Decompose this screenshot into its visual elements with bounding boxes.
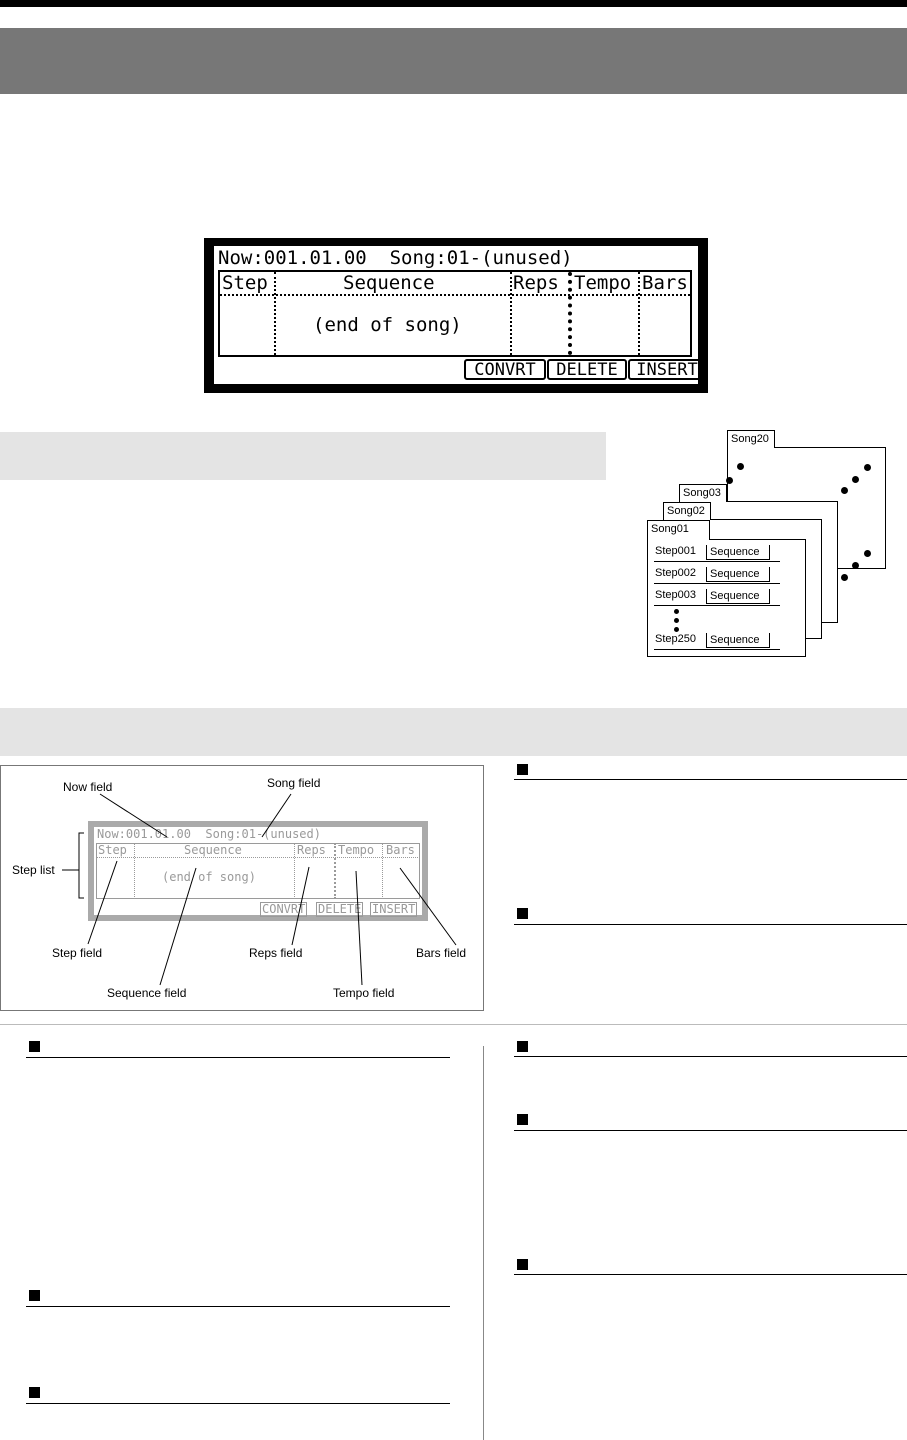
callout-lines [0,765,484,1011]
section-marker [517,1114,528,1125]
sequence-field-label: Sequence field [107,986,187,1000]
section-marker [517,908,528,919]
section-rule [26,1403,450,1404]
figure-col-step: Step [98,843,127,857]
ellipsis-dot [841,574,848,581]
step-label: Step003 [655,589,696,601]
col-divider [510,272,512,355]
now-line: Now:001.01.00 Song:01-(unused) [218,247,573,269]
ellipsis-dot [852,562,859,569]
song03-tab: Song03 [679,484,727,502]
chapter-title-band [0,28,907,94]
ellipsis-dot [674,627,679,632]
figure-col-tempo: Tempo [338,843,375,857]
tempo-field-label: Tempo field [333,986,395,1000]
song20-tab: Song20 [727,430,775,448]
figure-col-sequence: Sequence [184,843,242,857]
section-rule [514,924,907,925]
figure-col-reps: Reps [297,843,326,857]
step-label: Step250 [655,633,696,645]
section-rule [514,779,907,780]
step-sequence: Sequence [706,633,770,648]
ellipsis-dot [674,609,679,614]
top-rule [0,0,907,7]
header-divider [220,294,690,296]
lcd-screen [214,246,698,384]
figure-now-line: Now:001.01.00 Song:01-(unused) [97,827,321,841]
section-marker [29,1041,40,1052]
step-field-label: Step field [52,946,103,960]
section-marker [517,764,528,775]
section-marker [517,1041,528,1052]
song-field-label: Song field [267,776,321,790]
convrt-softkey[interactable]: CONVRT [464,359,546,380]
ellipsis-dot [674,618,679,623]
figure-convrt-softkey: CONVRT [262,902,306,916]
delete-softkey[interactable]: DELETE [547,359,627,380]
step-sequence: Sequence [706,589,770,604]
ellipsis-dot [852,476,859,483]
insert-softkey[interactable]: INSERT [628,359,706,380]
ellipsis-dot [864,464,871,471]
ellipsis-dot [841,487,848,494]
figure-col-bars: Bars [386,843,415,857]
col-tempo: Tempo [574,272,632,294]
ellipsis-dot [726,477,733,484]
section-heading-band [0,708,907,756]
step-sequence: Sequence [706,545,770,560]
figure-end-of-song: (end of song) [162,870,256,884]
step-list-label: Step list [12,863,55,877]
song02-tab: Song02 [663,502,711,520]
section-marker [29,1290,40,1301]
section-rule [514,1056,907,1057]
section-rule [26,1306,450,1307]
step-label: Step002 [655,567,696,579]
col-divider [568,272,572,355]
song-mode-lcd [204,238,708,393]
col-sequence: Sequence [343,272,435,294]
figure-insert-softkey: INSERT [372,902,416,916]
section-heading-band [0,432,606,480]
step-sequence: Sequence [706,567,770,582]
col-bars: Bars [642,272,688,294]
section-marker [29,1387,40,1398]
figure-delete-softkey: DELETE [318,902,362,916]
col-reps: Reps [513,272,559,294]
ellipsis-dot [864,550,871,557]
section-rule [26,1057,450,1058]
now-field-label: Now field [63,780,113,794]
column-divider [483,1046,484,1440]
step-label: Step001 [655,545,696,557]
section-rule [514,1130,907,1131]
ellipsis-dot [737,463,744,470]
reps-field-label: Reps field [249,946,303,960]
horizontal-divider [0,1024,907,1025]
col-divider [274,272,276,355]
end-of-song: (end of song) [313,314,462,336]
step-list-box [218,270,692,357]
col-step: Step [222,272,268,294]
col-divider [638,272,640,355]
section-marker [517,1259,528,1270]
song01-tab: Song01 [647,520,710,540]
section-rule [514,1274,907,1275]
bars-field-label: Bars field [416,946,467,960]
